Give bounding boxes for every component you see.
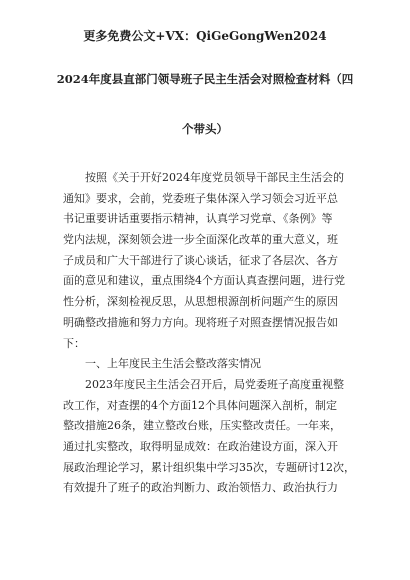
paragraph-line: 按照《关于开好2024年度党员领导干部民主生活会的	[85, 171, 344, 184]
document-body	[63, 168, 363, 499]
paragraph-line: 有效提升了班子的政治判断力、政治领悟力、政治执行力	[63, 481, 338, 495]
paragraph-line: 面的意见和建议，重点围绕4个方面认真查摆问题，进行党	[63, 274, 345, 288]
paragraph-line: 展政治理论学习，累计组织集中学习35次，专题研讨12次，	[63, 460, 355, 474]
paragraph-line: 党内法规，深刻领会进一步全面深化改革的重大意义，班	[63, 233, 338, 247]
paragraph-line: 改工作，对查摆的4个方面12个具体问题深入剖析，制定	[63, 398, 337, 412]
document-title: 2024年度县直部门领导班子民主生活会对照检查材料（四	[56, 72, 354, 86]
paragraph-line: 通过扎实整改，取得明显成效：在政治建设方面，深入开	[63, 439, 338, 453]
paragraph-line: 书记重要讲话重要指示精神，认真学习党章、《条例》等	[63, 212, 333, 226]
paragraph-line: 明确整改措施和努力方向。现将班子对照查摆情况报告如	[63, 315, 338, 329]
paragraph-line: 整改措施26条，建立整改台账，压实整改责任。一年来，	[63, 419, 341, 433]
paragraph-line: 下：	[63, 336, 85, 350]
paragraph-line: 2023年度民主生活会召开后，局党委班子高度重视整	[85, 377, 344, 391]
section-heading: 一、上年度民主生活会整改落实情况	[85, 357, 261, 371]
paragraph-line: 性分析，深刻检视反思，从思想根源剖析问题产生的原因	[63, 295, 338, 309]
document-header: 更多免费公文+VX：QiGeGongWen2024	[83, 29, 327, 43]
paragraph-line: 子成员和广大干部进行了谈心谈话，征求了各层次、各方	[63, 253, 338, 267]
paragraph-line: 通知》要求，会前，党委班子集体深入学习领会习近平总	[63, 191, 338, 205]
document-title-continuation: 个带头）	[182, 122, 228, 136]
